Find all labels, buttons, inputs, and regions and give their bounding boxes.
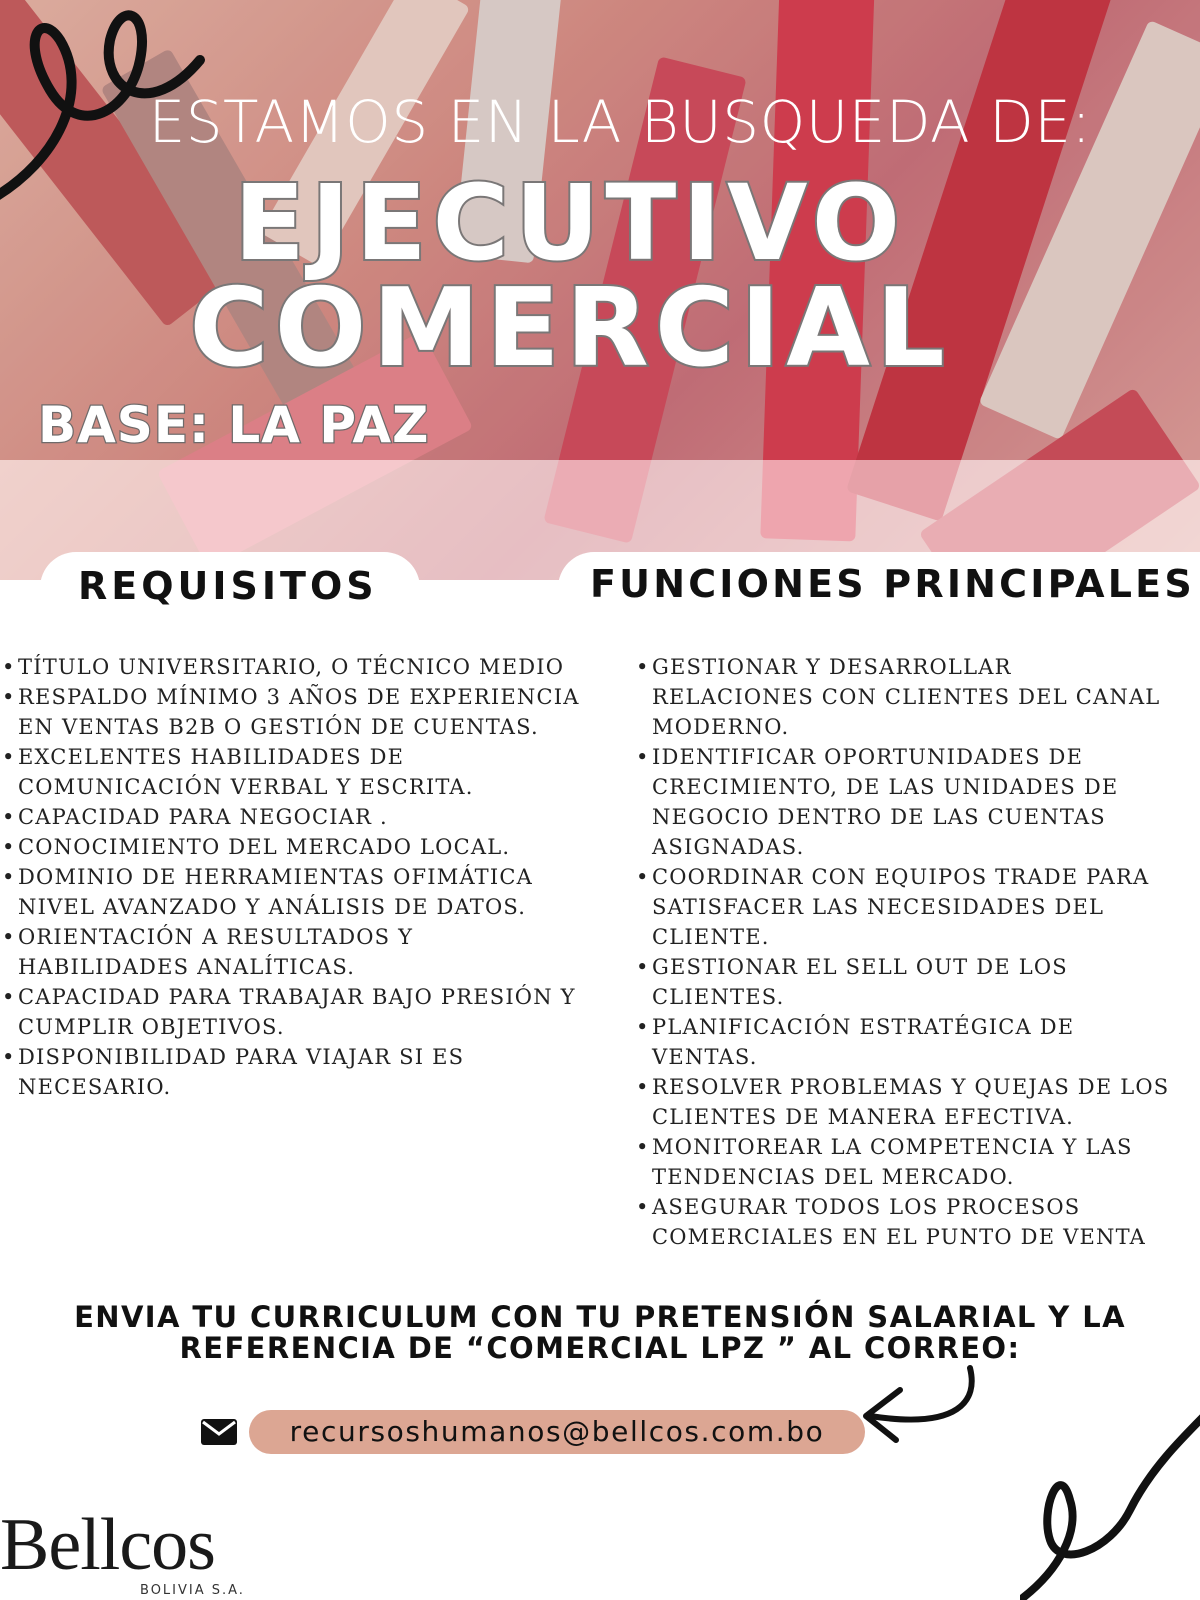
funciones-item-line: • MONITOREAR LA COMPETENCIA Y LAS [652, 1135, 1133, 1159]
requisitos-item-line: • CAPACIDAD PARA NEGOCIAR . [18, 805, 388, 829]
funciones-item-line: • GESTIONAR EL SELL OUT DE LOS [652, 955, 1068, 979]
cta-line2: REFERENCIA DE “COMERCIAL LPZ ” AL CORREO: [179, 1331, 1021, 1365]
requisitos-item [2, 982, 602, 1042]
funciones-item-line: ASIGNADAS. [652, 835, 805, 859]
requisitos-item-line: • ORIENTACIÓN A RESULTADOS Y [18, 925, 414, 949]
job-location: BASE: LA PAZ [38, 396, 430, 454]
funciones-item-line: • ASEGURAR TODOS LOS PROCESOS [652, 1195, 1081, 1219]
funciones-item [636, 1192, 1196, 1252]
requisitos-item-line: • DOMINIO DE HERRAMIENTAS OFIMÁTICA [18, 865, 534, 889]
requisitos-item [2, 922, 602, 982]
requisitos-item-line: COMUNICACIÓN VERBAL Y ESCRITA. [18, 775, 474, 799]
funciones-item-line: CRECIMIENTO, DE LAS UNIDADES DE [652, 775, 1119, 799]
job-title-line2: COMERCIAL [189, 266, 951, 391]
hero-banner [0, 0, 1200, 580]
funciones-item-line: • PLANIFICACIÓN ESTRATÉGICA DE [652, 1015, 1075, 1039]
requisitos-item [2, 802, 602, 832]
requisitos-item-line: • DISPONIBILIDAD PARA VIAJAR SI ES [18, 1045, 465, 1069]
funciones-item [636, 652, 1196, 742]
requisitos-item [2, 742, 602, 802]
funciones-item-line: • GESTIONAR Y DESARROLLAR [652, 655, 1012, 679]
requisitos-item-line: • RESPALDO MÍNIMO 3 AÑOS DE EXPERIENCIA [18, 685, 580, 709]
requisitos-item-line: • CAPACIDAD PARA TRABAJAR BAJO PRESIÓN Y [18, 985, 576, 1009]
hero-kicker: ESTAMOS EN LA BUSQUEDA DE: [148, 88, 1092, 156]
cta-text [40, 1302, 1160, 1364]
requisitos-item [2, 832, 602, 862]
requisitos-item-line: HABILIDADES ANALÍTICAS. [18, 955, 356, 979]
funciones-item-line: • COORDINAR CON EQUIPOS TRADE PARA [652, 865, 1150, 889]
funciones-item-line: TENDENCIAS DEL MERCADO. [652, 1165, 1015, 1189]
funciones-item-line: • RESOLVER PROBLEMAS Y QUEJAS DE LOS [652, 1075, 1170, 1099]
requisitos-list [2, 652, 602, 1102]
arrow-icon [860, 1360, 990, 1470]
envelope-icon [200, 1418, 238, 1446]
requisitos-item-line: • EXCELENTES HABILIDADES DE [18, 745, 405, 769]
requisitos-heading: REQUISITOS [78, 564, 378, 608]
requisitos-item-line: NECESARIO. [18, 1075, 172, 1099]
funciones-item [636, 1072, 1196, 1132]
funciones-item-line: NEGOCIO DENTRO DE LAS CUENTAS [652, 805, 1106, 829]
funciones-list [636, 652, 1196, 1252]
requisitos-item [2, 862, 602, 922]
cta-line1: ENVIA TU CURRICULUM CON TU PRETENSIÓN SALARIAL Y LA [74, 1300, 1126, 1334]
bellcos-logo: Bellcos [0, 1504, 215, 1586]
scribble-decoration-icon [1020, 1400, 1200, 1600]
requisitos-item [2, 682, 602, 742]
funciones-item [636, 1012, 1196, 1072]
funciones-item [636, 952, 1196, 1012]
funciones-item [636, 862, 1196, 952]
requisitos-item-line: • TÍTULO UNIVERSITARIO, O TÉCNICO MEDIO [18, 655, 565, 679]
funciones-item-line: COMERCIALES EN EL PUNTO DE VENTA [652, 1225, 1146, 1249]
funciones-item [636, 1132, 1196, 1192]
funciones-item-line: VENTAS. [652, 1045, 758, 1069]
requisitos-item-line: • CONOCIMIENTO DEL MERCADO LOCAL. [18, 835, 511, 859]
job-title-line1: EJECUTIVO [233, 162, 907, 284]
funciones-item-line: CLIENTES DE MANERA EFECTIVA. [652, 1105, 1075, 1129]
funciones-heading: FUNCIONES PRINCIPALES [590, 562, 1195, 606]
funciones-item [636, 742, 1196, 862]
requisitos-item-line: EN VENTAS B2B O GESTIÓN DE CUENTAS. [18, 715, 539, 739]
funciones-item-line: CLIENTE. [652, 925, 770, 949]
funciones-item-line: • IDENTIFICAR OPORTUNIDADES DE [652, 745, 1084, 769]
bellcos-logo-sub: BOLIVIA S.A. [140, 1583, 245, 1598]
funciones-item-line: MODERNO. [652, 715, 790, 739]
requisitos-item [2, 1042, 602, 1102]
funciones-item-line: SATISFACER LAS NECESIDADES DEL [652, 895, 1105, 919]
requisitos-item-line: CUMPLIR OBJETIVOS. [18, 1015, 285, 1039]
requisitos-item-line: NIVEL AVANZADO Y ANÁLISIS DE DATOS. [18, 895, 527, 919]
funciones-item-line: CLIENTES. [652, 985, 785, 1009]
email-address[interactable]: recursoshumanos@bellcos.com.bo [249, 1410, 865, 1454]
funciones-item-line: RELACIONES CON CLIENTES DEL CANAL [652, 685, 1161, 709]
requisitos-item [2, 652, 602, 682]
